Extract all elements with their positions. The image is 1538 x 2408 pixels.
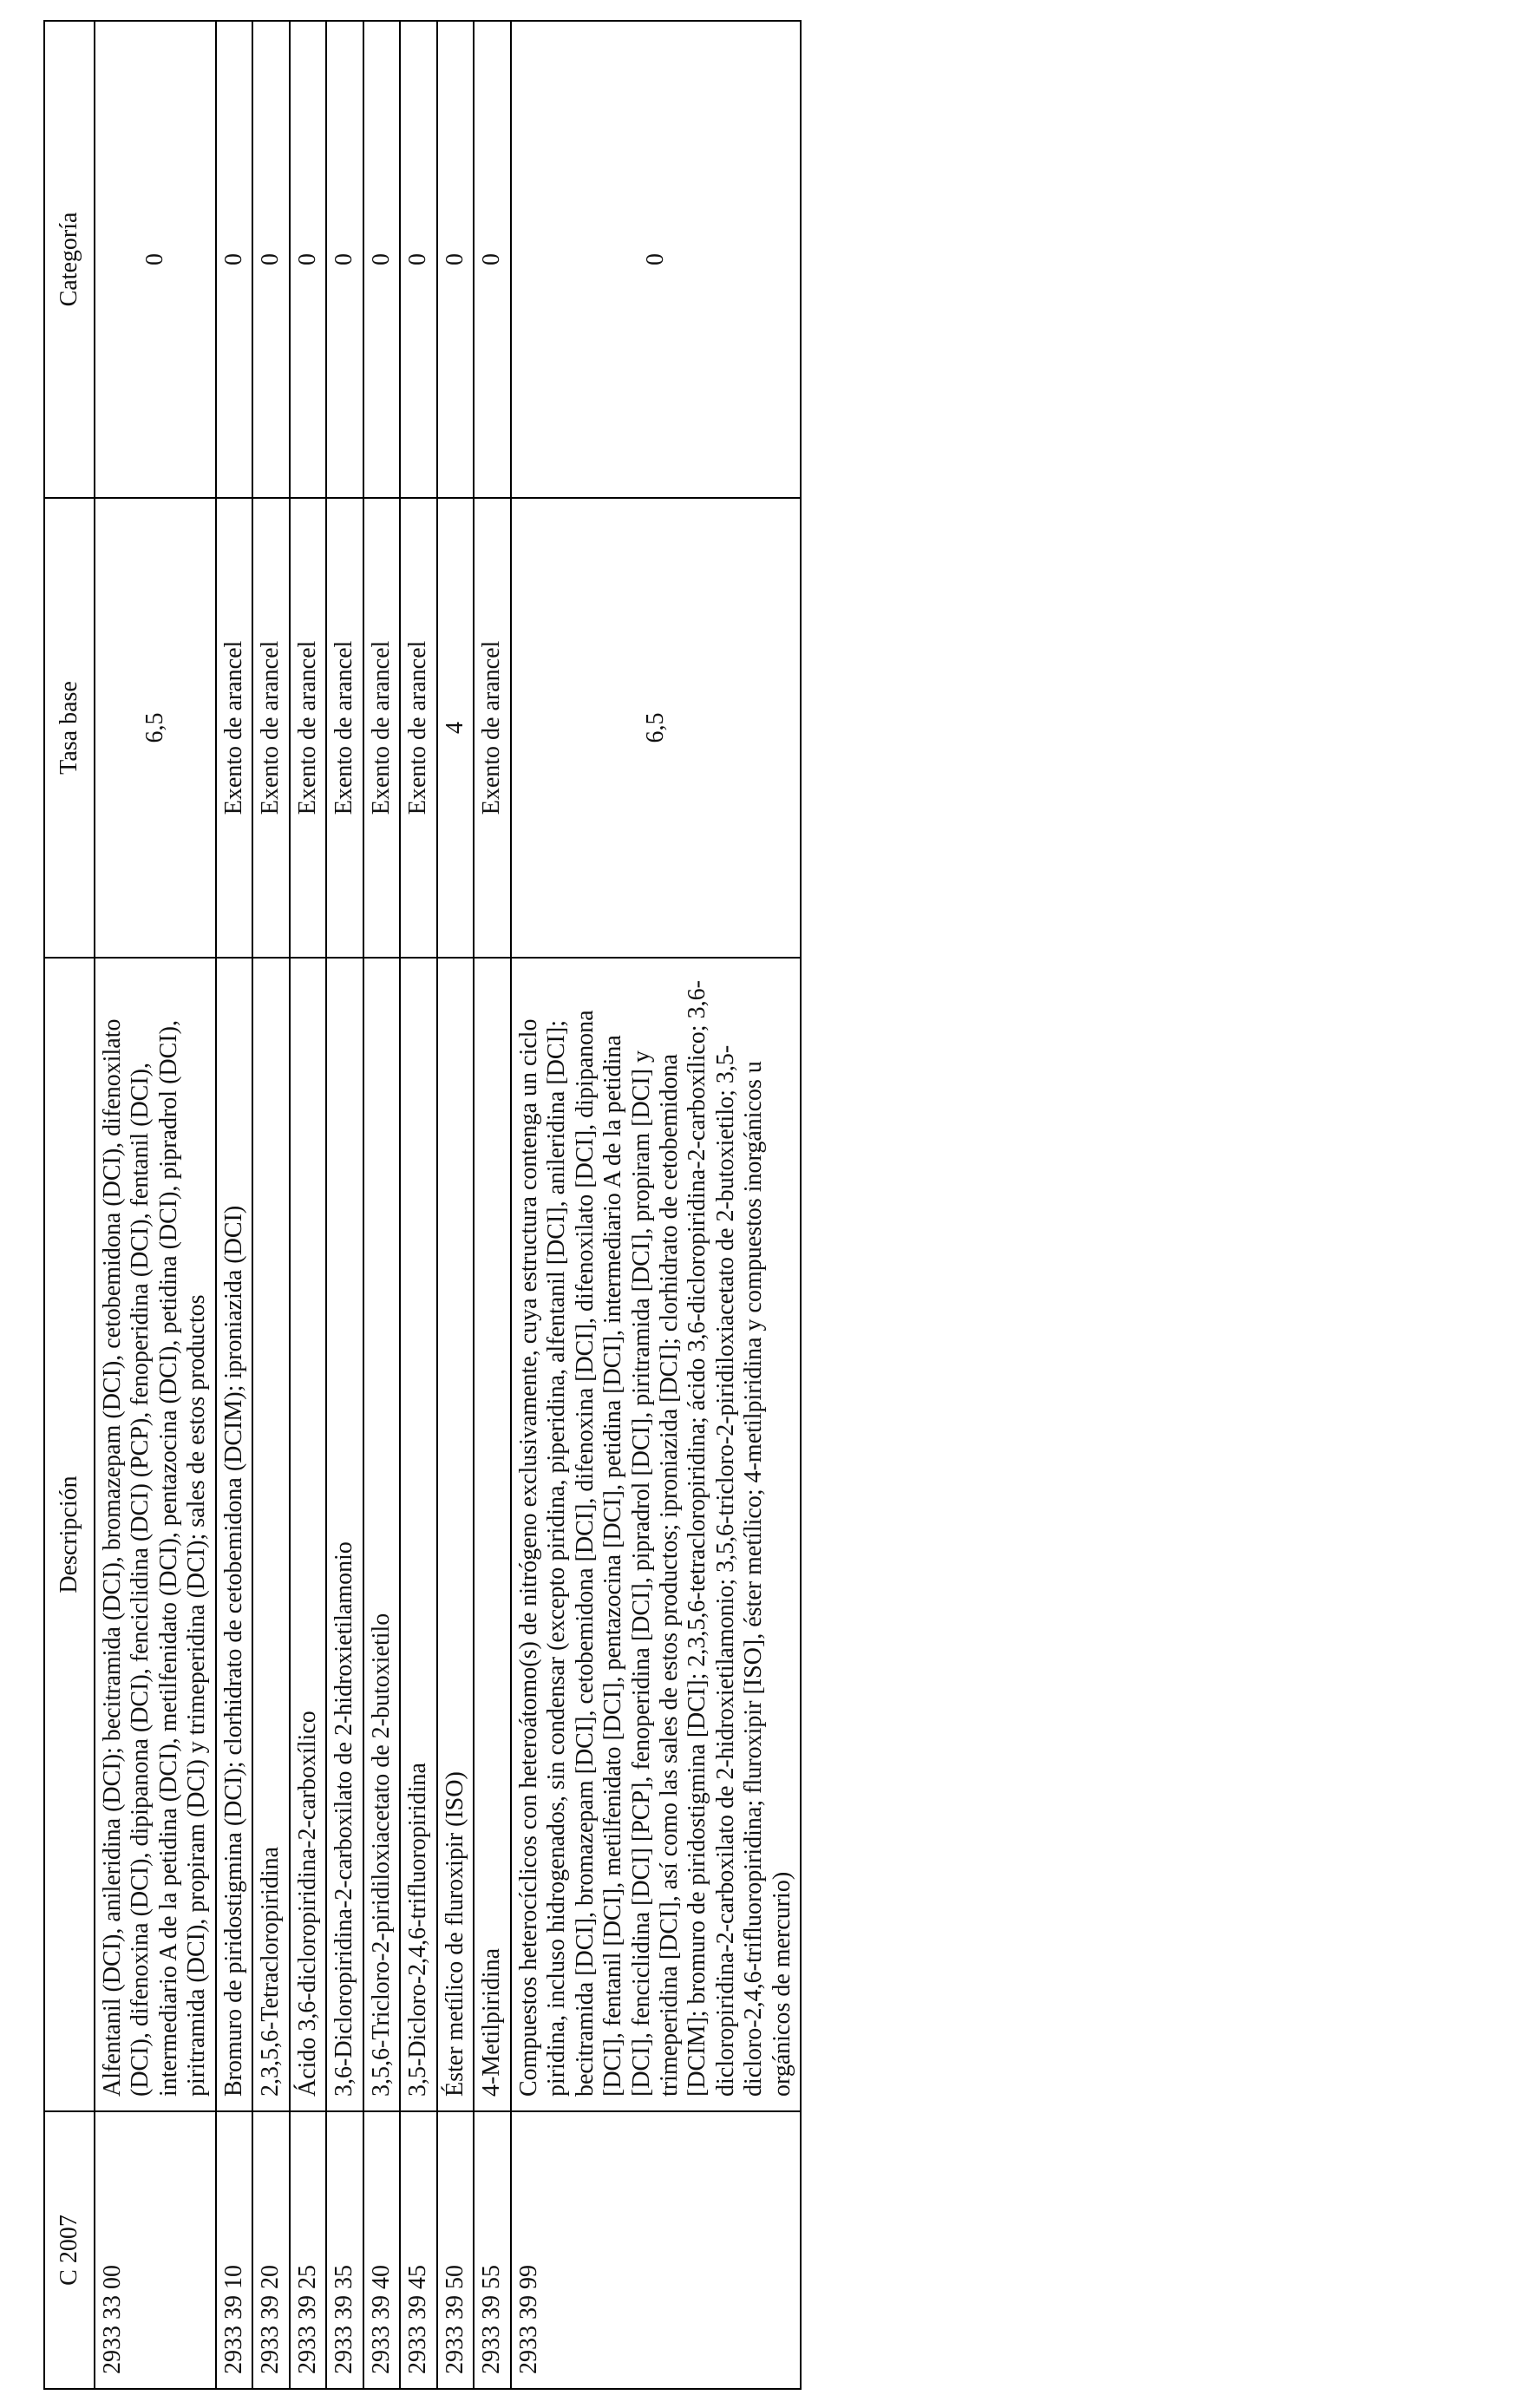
cell-code: 2933 39 45 bbox=[400, 2111, 436, 2389]
table-row bbox=[474, 21, 510, 2389]
table-row bbox=[511, 21, 802, 2389]
cell-description: Éster metílico de fluroxipir (ISO) bbox=[437, 958, 474, 2111]
table-row bbox=[252, 21, 289, 2389]
cell-rate: 6,5 bbox=[95, 498, 216, 958]
cell-category: 0 bbox=[511, 21, 802, 498]
cell-code: 2933 39 55 bbox=[474, 2111, 510, 2389]
cell-code: 2933 39 99 bbox=[511, 2111, 802, 2389]
cell-rate: Exento de arancel bbox=[326, 498, 363, 958]
cell-category: 0 bbox=[252, 21, 289, 498]
table-row bbox=[290, 21, 326, 2389]
table-row bbox=[437, 21, 474, 2389]
cell-category: 0 bbox=[437, 21, 474, 498]
table-row bbox=[95, 21, 216, 2389]
cell-rate: 4 bbox=[437, 498, 474, 958]
tariff-table bbox=[43, 20, 802, 2390]
cell-category: 0 bbox=[290, 21, 326, 498]
cell-code: 2933 39 10 bbox=[216, 2111, 252, 2389]
cell-description: 2,3,5,6-Tetracloropiridina bbox=[252, 958, 289, 2111]
cell-description: 4-Metilpiridina bbox=[474, 958, 510, 2111]
cell-code: 2933 39 40 bbox=[363, 2111, 400, 2389]
cell-description: Alfentanil (DCI), anileridina (DCI); becitramida (DCI), bromazepam (DCI), cetobemidona (DCI), difenoxilato (DCI), difenoxina (DCI), dipipanona (DCI), fenciclidina (DCI) (PCP), fenoperidina (DCI), fentanil (DCI), intermediario A de la petidina (DCI), metilfenidato (DCI), pentazocina (DCI), petidina (DCI), pipradrol (DCI), piritramida (DCI), propiram (DCI) y trimeperidina (DCI); sales de estos productos bbox=[95, 958, 216, 2111]
header-description: Descripción bbox=[44, 958, 95, 2111]
header-rate: Tasa base bbox=[44, 498, 95, 958]
header-category: Categoría bbox=[44, 21, 95, 498]
rotated-page bbox=[43, 22, 1024, 2390]
cell-description: Ácido 3,6-dicloropiridina-2-carboxílico bbox=[290, 958, 326, 2111]
cell-code: 2933 39 35 bbox=[326, 2111, 363, 2389]
table-row bbox=[216, 21, 252, 2389]
cell-code: 2933 39 20 bbox=[252, 2111, 289, 2389]
table-header-row bbox=[44, 21, 95, 2389]
table-row bbox=[363, 21, 400, 2389]
cell-rate: Exento de arancel bbox=[400, 498, 436, 958]
cell-description: Compuestos heterocíclicos con heteroátomo(s) de nitrógeno exclusivamente, cuya estructura contenga un ciclo piridina, incluso hidrogenados, sin condensar (excepto piridina, piperidina, alfentanil [DCI], anileridina [DCI]; becitramida [DCI], bromazepam [DCI], cetobemidona [DCI], difenoxina [DCI], difenoxilato [DCI], dipipanona [DCI], fentanil [DCI], metilfenidato [DCI], pentazocina [DCI], petidina [DCI], intermediario A de la petidina [DCI], fenciclidina [DCI] [PCP], fenoperidina [DCI], pipradrol [DCI], piritramida [DCI], propiram [DCI] y trimeperidina [DCI], así como las sales de estos productos; iproniazida [DCI]; clorhidrato de cetobemidona [DCIM]; bromuro de piridostigmina [DCI]; 2,3,5,6-tetracloropiridina; ácido 3,6-dicloropiridina-2-carboxílico; 3,6-dicloropiridina-2-carboxilato de 2-hidroxietilamonio; 3,5,6-tricloro-2-piridiloxiacetato de 2-butoxietilo; 3,5-dicloro-2,4,6-trifluoropiridina; fluroxipir [ISO], éster metílico; 4-metilpiridina y compuestos inorgánicos u orgánicos de mercurio) bbox=[511, 958, 802, 2111]
cell-description: 3,5-Dicloro-2,4,6-trifluoropiridina bbox=[400, 958, 436, 2111]
cell-description: 3,6-Dicloropiridina-2-carboxilato de 2-hidroxietilamonio bbox=[326, 958, 363, 2111]
table-row bbox=[400, 21, 436, 2389]
cell-rate: Exento de arancel bbox=[252, 498, 289, 958]
cell-code: 2933 39 50 bbox=[437, 2111, 474, 2389]
cell-rate: Exento de arancel bbox=[474, 498, 510, 958]
cell-code: 2933 39 25 bbox=[290, 2111, 326, 2389]
table-row bbox=[326, 21, 363, 2389]
cell-category: 0 bbox=[363, 21, 400, 498]
cell-code: 2933 33 00 bbox=[95, 2111, 216, 2389]
cell-category: 0 bbox=[474, 21, 510, 498]
cell-description: 3,5,6-Tricloro-2-piridiloxiacetato de 2-butoxietilo bbox=[363, 958, 400, 2111]
cell-category: 0 bbox=[95, 21, 216, 498]
cell-rate: 6,5 bbox=[511, 498, 802, 958]
cell-rate: Exento de arancel bbox=[363, 498, 400, 958]
cell-rate: Exento de arancel bbox=[216, 498, 252, 958]
cell-category: 0 bbox=[326, 21, 363, 498]
cell-description: Bromuro de piridostigmina (DCI); clorhidrato de cetobemidona (DCIM); iproniazida (DCI) bbox=[216, 958, 252, 2111]
cell-category: 0 bbox=[400, 21, 436, 498]
cell-rate: Exento de arancel bbox=[290, 498, 326, 958]
header-code: C 2007 bbox=[44, 2111, 95, 2389]
cell-category: 0 bbox=[216, 21, 252, 498]
